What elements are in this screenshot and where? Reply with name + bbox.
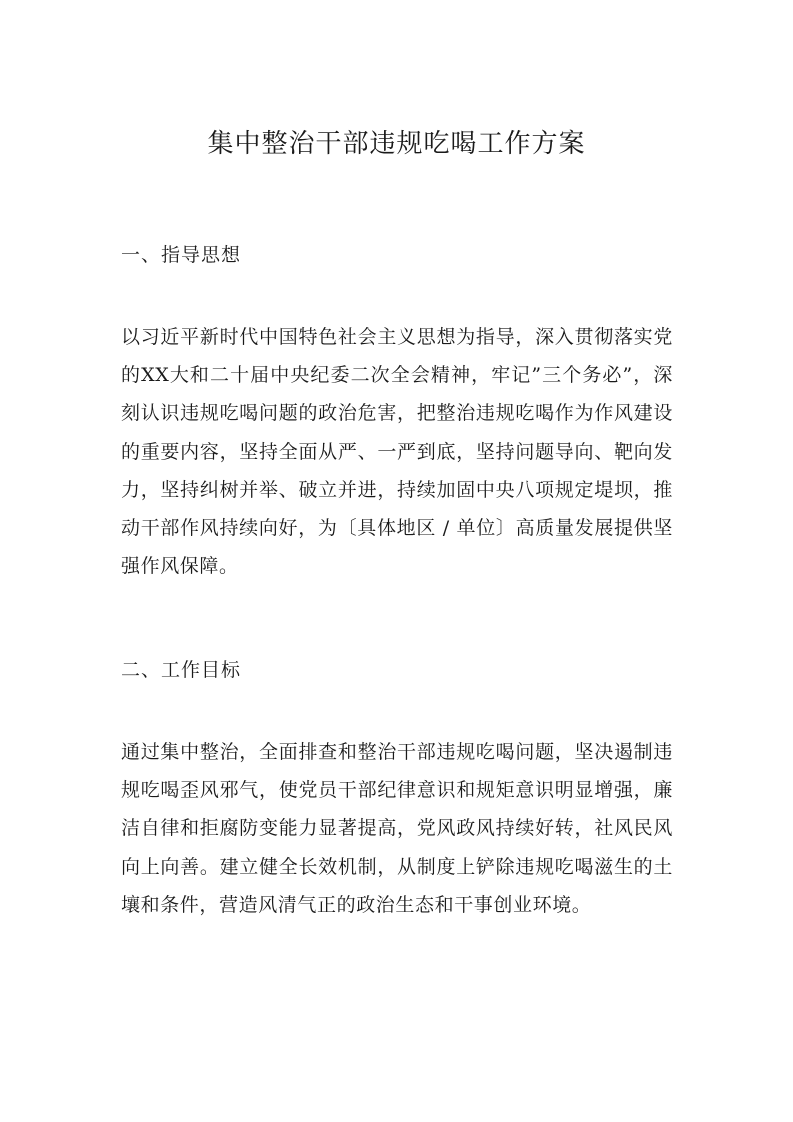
section-paragraph-work-goals: 通过集中整治，全面排查和整治干部违规吃喝问题，坚决遏制违规吃喝歪风邪气，使党员干部纪律意识和规矩意识明显增强，廉洁自律和拒腐防变能力显著提高，党风政风持续好转，社风民风向上向善。建立健全长效机制，从制度上铲除违规吃喝滋生的土壤和条件，营造风清气正的政治生态和干事创业环境。 <box>121 741 673 916</box>
section-heading-work-goals: 二、工作目标 <box>121 659 242 681</box>
section-paragraph-guiding-ideology: 以习近平新时代中国特色社会主义思想为指导，深入贯彻落实党的XX大和二十届中央纪委二次全会精神，牢记”三个务必”，深刻认识违规吃喝问题的政治危害，把整治违规吃喝作为作风建设的重要内容，坚持全面从严、一严到底，坚持问题导向、靶向发力，坚持纠树并举、破立并进，持续加固中央八项规定堤坝，推动干部作风持续向好，为〔具体地区 / 单位〕高质量发展提供坚强作风保障。 <box>121 326 673 578</box>
section-heading-guiding-ideology: 一、指导思想 <box>121 244 242 266</box>
document-title: 集中整治干部违规吃喝工作方案 <box>207 129 586 159</box>
